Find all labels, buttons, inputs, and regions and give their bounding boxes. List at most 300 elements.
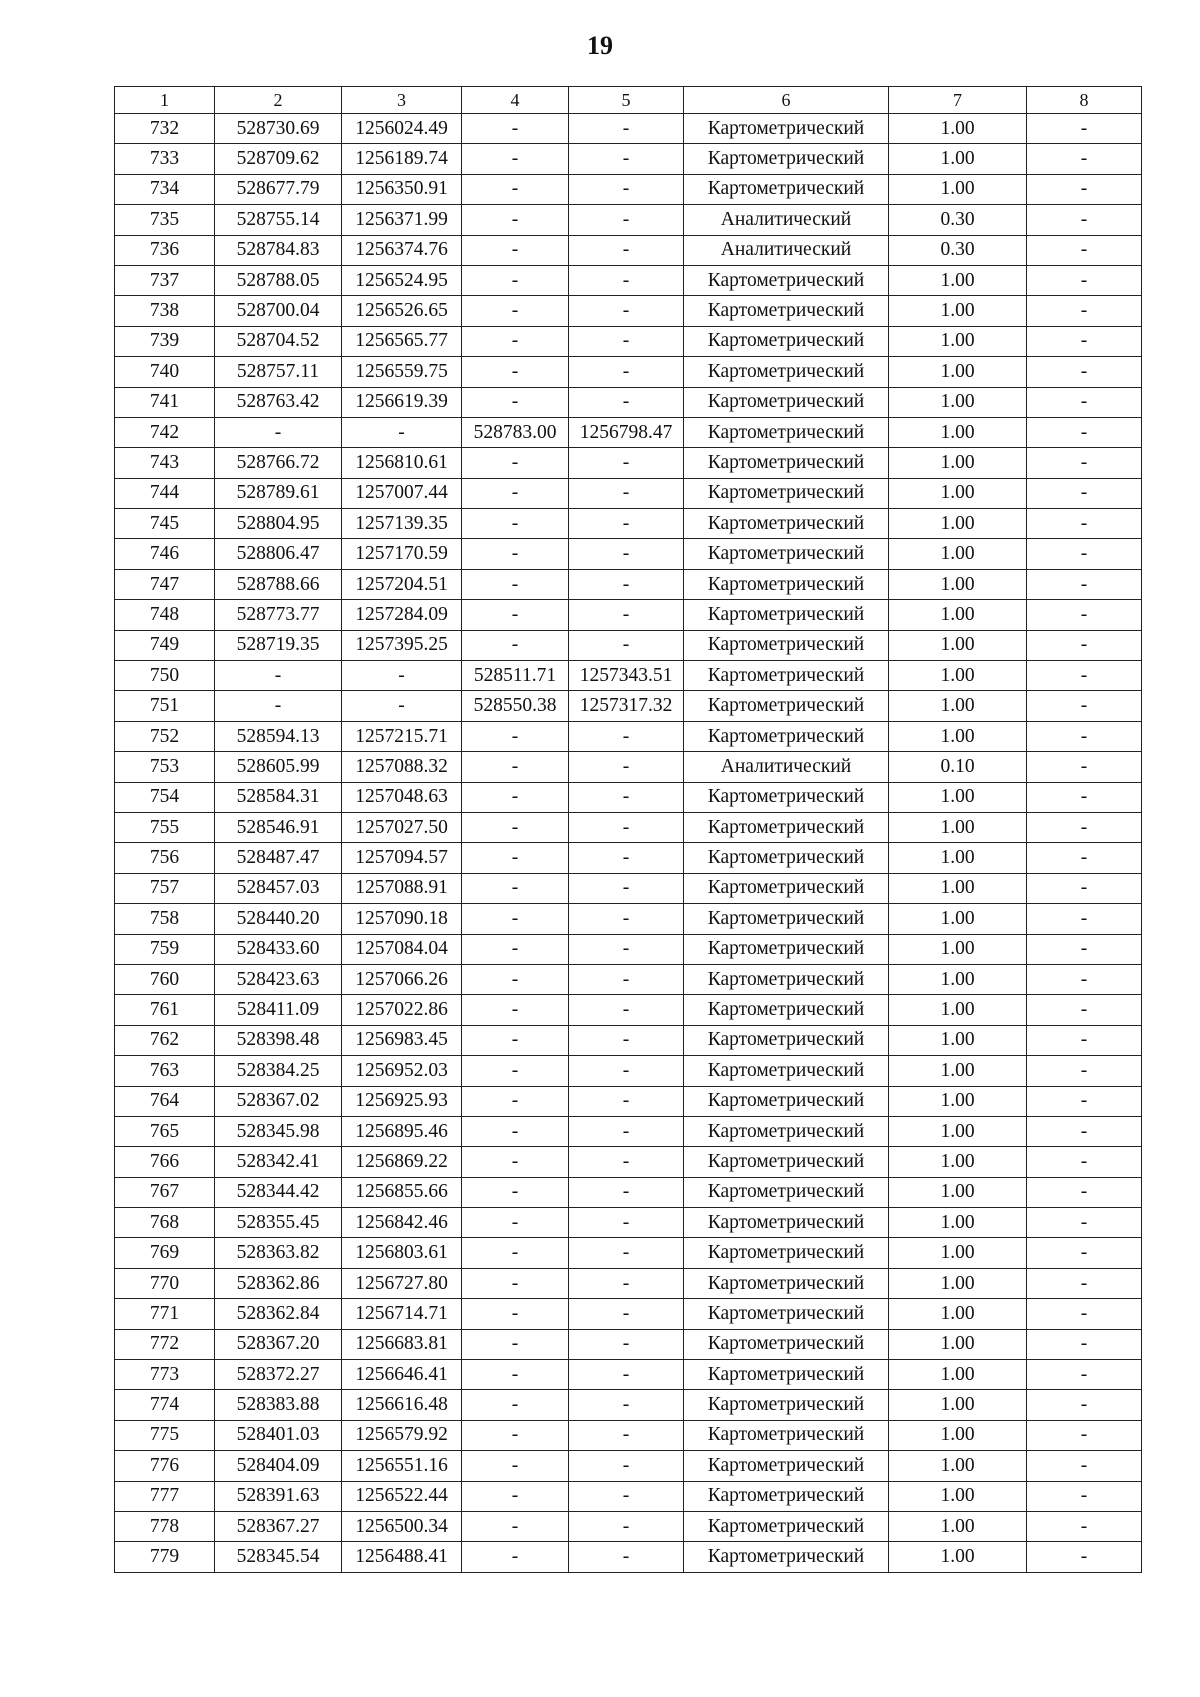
table-cell-col-7: 1.00 <box>889 1390 1027 1420</box>
table-cell-col-5: - <box>569 509 684 539</box>
table-cell-col-5: - <box>569 539 684 569</box>
table-cell-col-3: 1256810.61 <box>342 448 462 478</box>
table-cell-col-1: 779 <box>115 1542 215 1572</box>
table-cell-col-7: 1.00 <box>889 812 1027 842</box>
table-cell-col-8: - <box>1027 752 1142 782</box>
table-cell-col-7: 1.00 <box>889 1208 1027 1238</box>
table-row <box>115 934 1142 964</box>
table-cell-col-5: - <box>569 752 684 782</box>
table-cell-col-3: 1257090.18 <box>342 904 462 934</box>
table-cell-col-6: Картометрический <box>684 1390 889 1420</box>
table-cell-col-1: 733 <box>115 144 215 174</box>
table-cell-col-2: - <box>215 691 342 721</box>
table-cell-col-7: 1.00 <box>889 934 1027 964</box>
table-cell-col-2: 528423.63 <box>215 964 342 994</box>
table-cell-col-6: Картометрический <box>684 569 889 599</box>
table-cell-col-3: 1257048.63 <box>342 782 462 812</box>
table-cell-col-5: - <box>569 812 684 842</box>
table-cell-col-1: 777 <box>115 1481 215 1511</box>
table-cell-col-8: - <box>1027 387 1142 417</box>
table-cell-col-5: - <box>569 478 684 508</box>
table-row <box>115 1542 1142 1572</box>
table-cell-col-1: 770 <box>115 1268 215 1298</box>
table-cell-col-3: 1256374.76 <box>342 235 462 265</box>
table-cell-col-2: 528367.27 <box>215 1511 342 1541</box>
table-cell-col-5: - <box>569 1025 684 1055</box>
table-cell-col-1: 739 <box>115 326 215 356</box>
table-cell-col-4: - <box>462 1025 569 1055</box>
table-cell-col-6: Картометрический <box>684 174 889 204</box>
table-cell-col-1: 776 <box>115 1451 215 1481</box>
table-cell-col-1: 759 <box>115 934 215 964</box>
table-cell-col-5: - <box>569 569 684 599</box>
table-cell-col-4: - <box>462 1511 569 1541</box>
table-cell-col-4: - <box>462 630 569 660</box>
table-cell-col-1: 747 <box>115 569 215 599</box>
table-cell-col-6: Картометрический <box>684 387 889 417</box>
table-cell-col-6: Картометрический <box>684 995 889 1025</box>
table-cell-col-8: - <box>1027 357 1142 387</box>
table-cell-col-1: 740 <box>115 357 215 387</box>
table-cell-col-5: - <box>569 600 684 630</box>
table-cell-col-3: 1256616.48 <box>342 1390 462 1420</box>
table-cell-col-7: 1.00 <box>889 1056 1027 1086</box>
table-cell-col-6: Картометрический <box>684 1025 889 1055</box>
table-cell-col-4: - <box>462 235 569 265</box>
table-cell-col-5: - <box>569 1451 684 1481</box>
table-cell-col-4: - <box>462 205 569 235</box>
table-row <box>115 995 1142 1025</box>
table-cell-col-8: - <box>1027 144 1142 174</box>
table-cell-col-5: - <box>569 782 684 812</box>
table-cell-col-4: 528511.71 <box>462 661 569 691</box>
table-cell-col-5: - <box>569 1086 684 1116</box>
table-cell-col-8: - <box>1027 691 1142 721</box>
table-cell-col-5: 1257317.32 <box>569 691 684 721</box>
table-row <box>115 1086 1142 1116</box>
table-cell-col-3: 1256952.03 <box>342 1056 462 1086</box>
table-cell-col-4: - <box>462 569 569 599</box>
table-cell-col-3: 1257027.50 <box>342 812 462 842</box>
table-cell-col-8: - <box>1027 569 1142 599</box>
table-cell-col-4: - <box>462 357 569 387</box>
table-row <box>115 964 1142 994</box>
table-cell-col-5: - <box>569 174 684 204</box>
table-row <box>115 509 1142 539</box>
table-cell-col-4: 528783.00 <box>462 417 569 447</box>
table-cell-col-2: 528383.88 <box>215 1390 342 1420</box>
table-cell-col-4: - <box>462 1268 569 1298</box>
table-cell-col-2: 528730.69 <box>215 114 342 144</box>
table-cell-col-2: 528355.45 <box>215 1208 342 1238</box>
table-cell-col-5: - <box>569 1208 684 1238</box>
table-cell-col-4: - <box>462 1360 569 1390</box>
table-cell-col-1: 758 <box>115 904 215 934</box>
table-cell-col-2: 528704.52 <box>215 326 342 356</box>
table-row <box>115 1299 1142 1329</box>
table-cell-col-6: Картометрический <box>684 357 889 387</box>
table-row <box>115 661 1142 691</box>
table-cell-col-5: - <box>569 843 684 873</box>
table-cell-col-5: 1257343.51 <box>569 661 684 691</box>
table-cell-col-8: - <box>1027 265 1142 295</box>
table-cell-col-2: 528345.54 <box>215 1542 342 1572</box>
table-cell-col-4: - <box>462 296 569 326</box>
table-cell-col-7: 1.00 <box>889 1268 1027 1298</box>
table-cell-col-4: - <box>462 448 569 478</box>
table-row <box>115 114 1142 144</box>
table-cell-col-1: 762 <box>115 1025 215 1055</box>
table-cell-col-4: - <box>462 387 569 417</box>
table-cell-col-7: 1.00 <box>889 387 1027 417</box>
table-cell-col-4: - <box>462 964 569 994</box>
table-cell-col-8: - <box>1027 1056 1142 1086</box>
table-cell-col-6: Картометрический <box>684 1451 889 1481</box>
table-cell-col-1: 746 <box>115 539 215 569</box>
table-cell-col-8: - <box>1027 1208 1142 1238</box>
table-cell-col-2: 528487.47 <box>215 843 342 873</box>
table-row <box>115 1025 1142 1055</box>
table-cell-col-4: - <box>462 478 569 508</box>
table-row <box>115 478 1142 508</box>
table-cell-col-5: - <box>569 904 684 934</box>
table-cell-col-3: 1257084.04 <box>342 934 462 964</box>
table-cell-col-6: Картометрический <box>684 721 889 751</box>
table-cell-col-3: 1256803.61 <box>342 1238 462 1268</box>
table-cell-col-7: 1.00 <box>889 1086 1027 1116</box>
table-row <box>115 1268 1142 1298</box>
table-cell-col-5: - <box>569 1238 684 1268</box>
table-cell-col-8: - <box>1027 1147 1142 1177</box>
table-cell-col-2: 528584.31 <box>215 782 342 812</box>
table-cell-col-4: - <box>462 539 569 569</box>
table-cell-col-6: Картометрический <box>684 1511 889 1541</box>
table-cell-col-2: 528709.62 <box>215 144 342 174</box>
table-cell-col-2: 528362.86 <box>215 1268 342 1298</box>
table-cell-col-2: 528700.04 <box>215 296 342 326</box>
table-cell-col-3: 1256895.46 <box>342 1116 462 1146</box>
table-row <box>115 1481 1142 1511</box>
table-row <box>115 417 1142 447</box>
table-cell-col-8: - <box>1027 114 1142 144</box>
table-cell-col-6: Картометрический <box>684 1329 889 1359</box>
table-cell-col-6: Картометрический <box>684 144 889 174</box>
table-row <box>115 843 1142 873</box>
column-header-7: 7 <box>889 87 1027 114</box>
table-cell-col-7: 1.00 <box>889 873 1027 903</box>
table-cell-col-1: 737 <box>115 265 215 295</box>
table-cell-col-6: Картометрический <box>684 539 889 569</box>
table-cell-col-7: 1.00 <box>889 1481 1027 1511</box>
table-cell-col-2: 528788.66 <box>215 569 342 599</box>
table-cell-col-7: 1.00 <box>889 630 1027 660</box>
table-cell-col-2: 528433.60 <box>215 934 342 964</box>
table-row <box>115 326 1142 356</box>
table-row <box>115 1147 1142 1177</box>
table-cell-col-8: - <box>1027 661 1142 691</box>
table-cell-col-8: - <box>1027 1420 1142 1450</box>
table-cell-col-4: - <box>462 904 569 934</box>
table-cell-col-4: - <box>462 1329 569 1359</box>
table-row <box>115 782 1142 812</box>
table-cell-col-1: 751 <box>115 691 215 721</box>
table-cell-col-5: - <box>569 1116 684 1146</box>
table-cell-col-3: 1256619.39 <box>342 387 462 417</box>
table-cell-col-8: - <box>1027 600 1142 630</box>
table-cell-col-1: 745 <box>115 509 215 539</box>
table-cell-col-2: 528788.05 <box>215 265 342 295</box>
table-cell-col-2: 528372.27 <box>215 1360 342 1390</box>
table-row <box>115 569 1142 599</box>
table-cell-col-3: 1256350.91 <box>342 174 462 204</box>
table-cell-col-1: 732 <box>115 114 215 144</box>
table-cell-col-4: - <box>462 326 569 356</box>
table-cell-col-2: 528546.91 <box>215 812 342 842</box>
table-cell-col-3: 1257022.86 <box>342 995 462 1025</box>
table-cell-col-3: 1257088.91 <box>342 873 462 903</box>
table-cell-col-8: - <box>1027 539 1142 569</box>
table-cell-col-2: 528457.03 <box>215 873 342 903</box>
table-cell-col-5: - <box>569 387 684 417</box>
table-cell-col-4: - <box>462 812 569 842</box>
column-header-4: 4 <box>462 87 569 114</box>
table-cell-col-3: 1257007.44 <box>342 478 462 508</box>
table-cell-col-7: 1.00 <box>889 600 1027 630</box>
header-row <box>115 87 1142 114</box>
table-cell-col-2: 528404.09 <box>215 1451 342 1481</box>
table-row <box>115 1420 1142 1450</box>
table-cell-col-4: - <box>462 782 569 812</box>
table-cell-col-8: - <box>1027 1451 1142 1481</box>
table-cell-col-7: 1.00 <box>889 1542 1027 1572</box>
table-row <box>115 205 1142 235</box>
table-cell-col-8: - <box>1027 478 1142 508</box>
table-cell-col-1: 769 <box>115 1238 215 1268</box>
table-row <box>115 600 1142 630</box>
table-cell-col-1: 734 <box>115 174 215 204</box>
table-cell-col-7: 1.00 <box>889 721 1027 751</box>
table-cell-col-7: 1.00 <box>889 539 1027 569</box>
table-cell-col-1: 775 <box>115 1420 215 1450</box>
table-cell-col-8: - <box>1027 1086 1142 1116</box>
table-cell-col-2: 528605.99 <box>215 752 342 782</box>
table-cell-col-2: 528362.84 <box>215 1299 342 1329</box>
table-cell-col-5: - <box>569 448 684 478</box>
table-cell-col-8: - <box>1027 812 1142 842</box>
table-cell-col-8: - <box>1027 448 1142 478</box>
table-cell-col-7: 1.00 <box>889 265 1027 295</box>
table-cell-col-5: - <box>569 1147 684 1177</box>
table-cell-col-5: - <box>569 1268 684 1298</box>
table-cell-col-5: - <box>569 630 684 660</box>
table-cell-col-5: - <box>569 357 684 387</box>
table-cell-col-4: - <box>462 174 569 204</box>
table-cell-col-7: 1.00 <box>889 1299 1027 1329</box>
table-cell-col-3: 1257088.32 <box>342 752 462 782</box>
table-cell-col-5: - <box>569 1481 684 1511</box>
table-cell-col-5: - <box>569 114 684 144</box>
table-cell-col-8: - <box>1027 326 1142 356</box>
table-row <box>115 235 1142 265</box>
table-cell-col-2: 528401.03 <box>215 1420 342 1450</box>
table-cell-col-6: Картометрический <box>684 782 889 812</box>
table-cell-col-6: Картометрический <box>684 478 889 508</box>
table-cell-col-5: - <box>569 1329 684 1359</box>
table-cell-col-8: - <box>1027 1177 1142 1207</box>
table-cell-col-6: Картометрический <box>684 1086 889 1116</box>
table-cell-col-7: 1.00 <box>889 661 1027 691</box>
table-cell-col-6: Картометрический <box>684 661 889 691</box>
table-row <box>115 630 1142 660</box>
table-cell-col-6: Картометрический <box>684 114 889 144</box>
table-cell-col-8: - <box>1027 1360 1142 1390</box>
table-cell-col-6: Аналитический <box>684 752 889 782</box>
table-cell-col-8: - <box>1027 995 1142 1025</box>
table-row <box>115 691 1142 721</box>
table-cell-col-3: - <box>342 661 462 691</box>
table-row <box>115 873 1142 903</box>
table-cell-col-6: Картометрический <box>684 904 889 934</box>
table-cell-col-7: 1.00 <box>889 1360 1027 1390</box>
table-cell-col-6: Картометрический <box>684 630 889 660</box>
table-cell-col-3: 1257170.59 <box>342 539 462 569</box>
table-cell-col-2: 528367.02 <box>215 1086 342 1116</box>
table-cell-col-1: 750 <box>115 661 215 691</box>
table-cell-col-6: Картометрический <box>684 509 889 539</box>
table-cell-col-5: - <box>569 721 684 751</box>
table-cell-col-3: 1256522.44 <box>342 1481 462 1511</box>
table-cell-col-1: 738 <box>115 296 215 326</box>
table-cell-col-8: - <box>1027 509 1142 539</box>
table-cell-col-8: - <box>1027 934 1142 964</box>
table-cell-col-3: 1256646.41 <box>342 1360 462 1390</box>
table-cell-col-5: - <box>569 995 684 1025</box>
table-cell-col-4: - <box>462 873 569 903</box>
table-cell-col-8: - <box>1027 1299 1142 1329</box>
table-cell-col-1: 767 <box>115 1177 215 1207</box>
table-cell-col-7: 1.00 <box>889 478 1027 508</box>
table-cell-col-1: 754 <box>115 782 215 812</box>
table-cell-col-5: - <box>569 326 684 356</box>
table-cell-col-1: 742 <box>115 417 215 447</box>
table-cell-col-6: Картометрический <box>684 1481 889 1511</box>
table-cell-col-8: - <box>1027 873 1142 903</box>
table-cell-col-2: 528789.61 <box>215 478 342 508</box>
table-cell-col-8: - <box>1027 205 1142 235</box>
table-cell-col-7: 1.00 <box>889 1511 1027 1541</box>
table-cell-col-2: - <box>215 661 342 691</box>
table-cell-col-5: - <box>569 1542 684 1572</box>
table-cell-col-3: 1257284.09 <box>342 600 462 630</box>
table-cell-col-4: - <box>462 1177 569 1207</box>
table-cell-col-7: 1.00 <box>889 1177 1027 1207</box>
table-cell-col-1: 757 <box>115 873 215 903</box>
table-cell-col-6: Картометрический <box>684 265 889 295</box>
table-row <box>115 448 1142 478</box>
table-cell-col-5: - <box>569 1299 684 1329</box>
table-cell-col-1: 765 <box>115 1116 215 1146</box>
table-cell-col-6: Аналитический <box>684 205 889 235</box>
table-cell-col-7: 1.00 <box>889 782 1027 812</box>
column-header-3: 3 <box>342 87 462 114</box>
table-cell-col-3: 1256565.77 <box>342 326 462 356</box>
table-cell-col-4: - <box>462 1116 569 1146</box>
table-cell-col-2: 528398.48 <box>215 1025 342 1055</box>
table-cell-col-4: - <box>462 1451 569 1481</box>
table-cell-col-1: 741 <box>115 387 215 417</box>
table-row <box>115 1451 1142 1481</box>
table-cell-col-2: 528719.35 <box>215 630 342 660</box>
table-cell-col-3: 1257094.57 <box>342 843 462 873</box>
table-cell-col-3: 1256983.45 <box>342 1025 462 1055</box>
table-cell-col-2: - <box>215 417 342 447</box>
coordinates-table <box>114 86 1142 1573</box>
table-cell-col-3: 1256855.66 <box>342 1177 462 1207</box>
table-cell-col-7: 1.00 <box>889 1116 1027 1146</box>
table-cell-col-5: - <box>569 1056 684 1086</box>
table-cell-col-3: 1256869.22 <box>342 1147 462 1177</box>
table-cell-col-8: - <box>1027 174 1142 204</box>
table-cell-col-3: - <box>342 691 462 721</box>
table-cell-col-3: 1256488.41 <box>342 1542 462 1572</box>
table-cell-col-1: 771 <box>115 1299 215 1329</box>
table-cell-col-7: 0.10 <box>889 752 1027 782</box>
table-row <box>115 387 1142 417</box>
table-cell-col-1: 774 <box>115 1390 215 1420</box>
table-cell-col-5: 1256798.47 <box>569 417 684 447</box>
table-cell-col-8: - <box>1027 1238 1142 1268</box>
table-cell-col-8: - <box>1027 1025 1142 1055</box>
table-cell-col-4: - <box>462 265 569 295</box>
table-cell-col-3: 1256189.74 <box>342 144 462 174</box>
table-cell-col-7: 1.00 <box>889 1147 1027 1177</box>
table-cell-col-1: 735 <box>115 205 215 235</box>
table-cell-col-1: 760 <box>115 964 215 994</box>
column-header-1: 1 <box>115 87 215 114</box>
table-cell-col-8: - <box>1027 904 1142 934</box>
table-cell-col-4: - <box>462 1086 569 1116</box>
table-cell-col-1: 748 <box>115 600 215 630</box>
table-cell-col-7: 1.00 <box>889 964 1027 994</box>
table-cell-col-7: 1.00 <box>889 509 1027 539</box>
table-cell-col-3: 1257215.71 <box>342 721 462 751</box>
table-cell-col-8: - <box>1027 296 1142 326</box>
table-cell-col-4: - <box>462 144 569 174</box>
table-cell-col-5: - <box>569 1390 684 1420</box>
table-cell-col-6: Картометрический <box>684 448 889 478</box>
table-cell-col-7: 1.00 <box>889 995 1027 1025</box>
table-row <box>115 1390 1142 1420</box>
table-cell-col-5: - <box>569 964 684 994</box>
table-cell-col-3: 1256524.95 <box>342 265 462 295</box>
table-cell-col-8: - <box>1027 964 1142 994</box>
table-cell-col-7: 1.00 <box>889 569 1027 599</box>
table-cell-col-8: - <box>1027 1511 1142 1541</box>
table-cell-col-8: - <box>1027 235 1142 265</box>
table-cell-col-4: - <box>462 995 569 1025</box>
table-cell-col-4: - <box>462 1542 569 1572</box>
table-cell-col-1: 752 <box>115 721 215 751</box>
table-cell-col-8: - <box>1027 1268 1142 1298</box>
table-cell-col-3: 1256925.93 <box>342 1086 462 1116</box>
table-cell-col-4: - <box>462 600 569 630</box>
table-cell-col-3: 1256842.46 <box>342 1208 462 1238</box>
table-cell-col-1: 743 <box>115 448 215 478</box>
table-cell-col-6: Картометрический <box>684 1420 889 1450</box>
table-cell-col-3: 1257139.35 <box>342 509 462 539</box>
table-cell-col-7: 1.00 <box>889 448 1027 478</box>
table-cell-col-6: Картометрический <box>684 1360 889 1390</box>
